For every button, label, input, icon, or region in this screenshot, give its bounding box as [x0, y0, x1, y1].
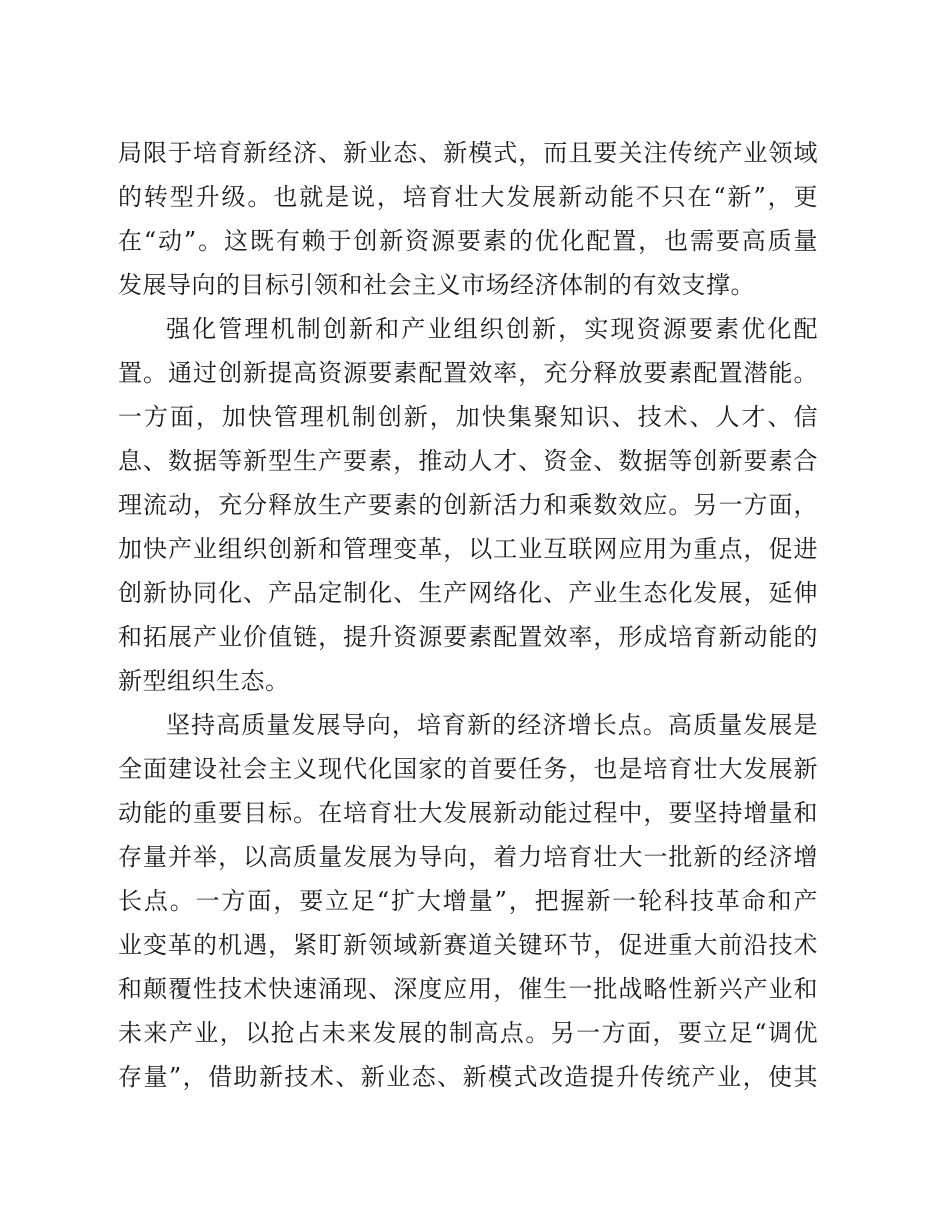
document-body — [118, 131, 818, 1099]
text-line: 理流动，充分释放生产要素的创新活力和乘数效应。另一方面， — [118, 491, 818, 519]
text-line: 创新协同化、产品定制化、生产网络化、产业生态化发展，延伸 — [118, 579, 818, 607]
paragraph-2 — [118, 307, 818, 703]
text-line: 的转型升级。也就是说，培育壮大发展新动能不只在“新”，更 — [118, 183, 818, 211]
text-line: 全面建设社会主义现代化国家的首要任务，也是培育壮大发展新 — [118, 755, 818, 783]
text-line: 未来产业，以抢占未来发展的制高点。另一方面，要立足“调优 — [118, 1019, 818, 1047]
text-line: 置。通过创新提高资源要素配置效率，充分释放要素配置潜能。 — [118, 359, 818, 387]
text-line: 动能的重要目标。在培育壮大发展新动能过程中，要坚持增量和 — [118, 799, 818, 827]
paragraph-1 — [118, 131, 818, 307]
text-line: 强化管理机制创新和产业组织创新，实现资源要素优化配 — [166, 315, 818, 343]
text-line: 息、数据等新型生产要素，推动人才、资金、数据等创新要素合 — [118, 447, 818, 475]
text-line: 业变革的机遇，紧盯新领域新赛道关键环节，促进重大前沿技术 — [118, 931, 818, 959]
text-line: 一方面，加快管理机制创新，加快集聚知识、技术、人才、信 — [118, 403, 818, 431]
paragraph-3 — [118, 703, 818, 1099]
text-line: 新型组织生态。 — [118, 667, 290, 695]
text-line: 长点。一方面，要立足“扩大增量”，把握新一轮科技革命和产 — [118, 887, 818, 915]
text-line: 坚持高质量发展导向，培育新的经济增长点。高质量发展是 — [166, 711, 818, 739]
text-line: 和颠覆性技术快速涌现、深度应用，催生一批战略性新兴产业和 — [118, 975, 818, 1003]
text-line: 在“动”。这既有赖于创新资源要素的优化配置，也需要高质量 — [118, 227, 818, 255]
text-line: 发展导向的目标引领和社会主义市场经济体制的有效支撑。 — [118, 271, 755, 299]
text-line: 存量并举，以高质量发展为导向，着力培育壮大一批新的经济增 — [118, 843, 818, 871]
text-line: 和拓展产业价值链，提升资源要素配置效率，形成培育新动能的 — [118, 623, 818, 651]
text-line: 局限于培育新经济、新业态、新模式，而且要关注传统产业领域 — [118, 139, 818, 167]
text-line: 存量”，借助新技术、新业态、新模式改造提升传统产业，使其 — [118, 1063, 818, 1091]
text-line: 加快产业组织创新和管理变革，以工业互联网应用为重点，促进 — [118, 535, 818, 563]
